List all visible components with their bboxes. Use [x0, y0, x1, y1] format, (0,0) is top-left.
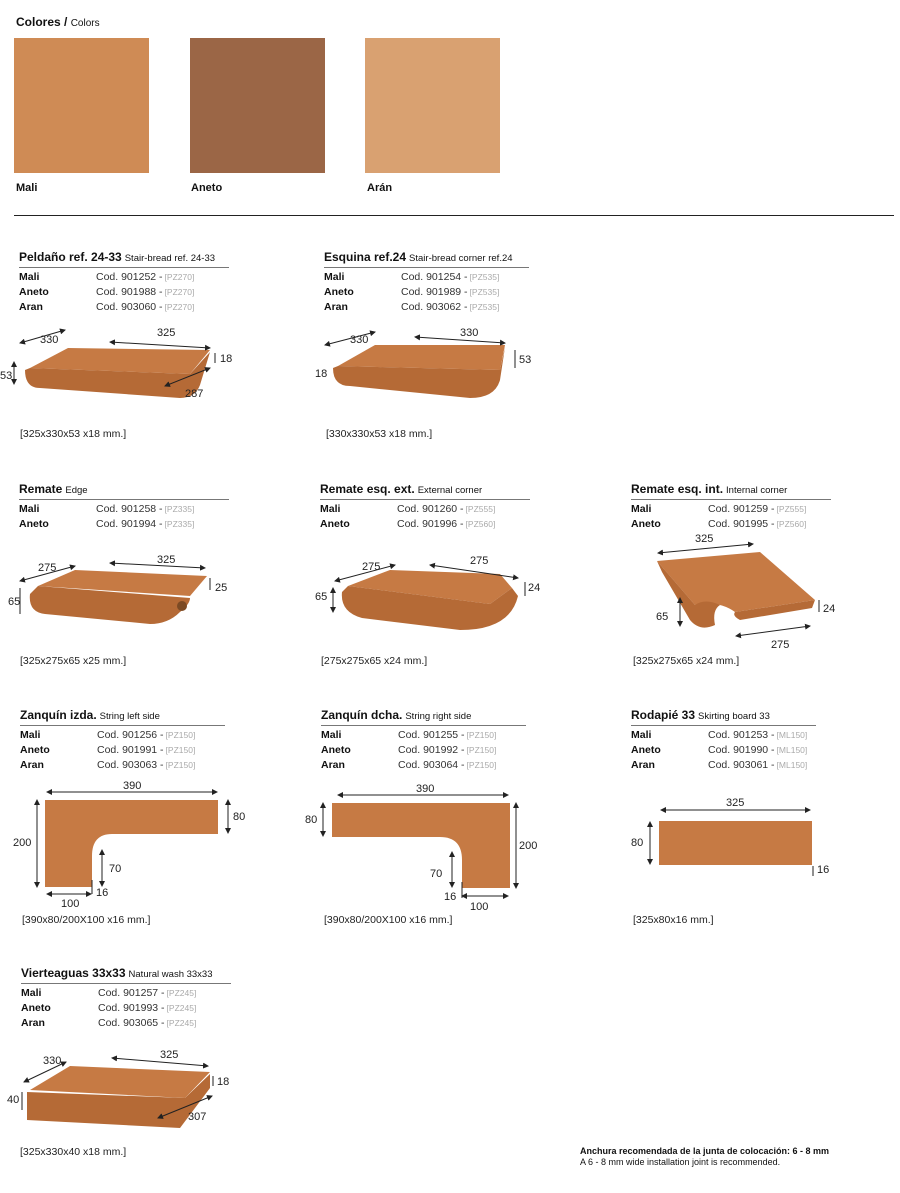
price-code: [PZ560] [776, 519, 807, 529]
drawing-zanquin-izda [13, 780, 245, 910]
color-name: Aran [321, 759, 345, 771]
color-name: Aneto [19, 518, 49, 530]
size-caption-esquina: [330x330x53 x18 mm.] [326, 428, 433, 440]
product-code-value: Cod. 901253 - [708, 729, 775, 741]
dim-peldano-330: 330 [40, 334, 59, 346]
color-name: Mali [19, 271, 40, 283]
price-code: [PZ535] [469, 302, 500, 312]
color-name: Mali [20, 729, 41, 741]
product-code-value: Cod. 901992 - [398, 744, 465, 756]
size-caption-zanquin-izda: [390x80/200X100 x16 mm.] [22, 914, 151, 926]
dim-esquina-18: 18 [315, 368, 328, 380]
price-code: [PZ555] [465, 504, 496, 514]
dim-dcha-200: 200 [519, 840, 538, 852]
dim-ext-275a: 275 [362, 561, 381, 573]
joint-note-es: Anchura recomendada de la junta de colocación: 6 - 8 mm [580, 1146, 830, 1156]
dim-esquina-53: 53 [519, 354, 532, 366]
dim-ext-65: 65 [315, 591, 328, 603]
color-name: Mali [21, 987, 42, 999]
dim-peldano-287: 287 [185, 388, 204, 400]
dim-peldano-53: 53 [0, 370, 13, 382]
price-code: [PZ150] [466, 745, 497, 755]
price-code: [PZ270] [164, 272, 195, 282]
size-caption-remate: [325x275x65 x25 mm.] [20, 655, 127, 667]
dim-int-275: 275 [771, 639, 790, 651]
drawing-remate [8, 554, 227, 624]
colors-heading-es: Colores / [16, 15, 68, 29]
price-code: [PZ245] [166, 988, 197, 998]
product-title-en: String left side [99, 711, 160, 722]
product-code-value: Cod. 901993 - [98, 1002, 165, 1014]
product-code-value: Cod. 901257 - [98, 987, 165, 999]
price-code: [PZ150] [466, 730, 497, 740]
price-code: [PZ150] [165, 760, 196, 770]
product-title-es: Remate esq. int. [631, 482, 724, 496]
color-name: Aneto [631, 518, 661, 530]
color-name: Mali [321, 729, 342, 741]
color-name: Aneto [21, 1002, 51, 1014]
color-name: Aran [631, 759, 655, 771]
product-title-es: Remate esq. ext. [320, 482, 415, 496]
dim-dcha-390: 390 [416, 783, 435, 795]
dim-vierte-40: 40 [7, 1094, 20, 1106]
dim-remate-325: 325 [157, 554, 176, 566]
product-title-es: Peldaño ref. 24-33 [19, 250, 122, 264]
dim-ext-24: 24 [528, 582, 541, 594]
color-name: Aneto [631, 744, 661, 756]
dim-int-65: 65 [656, 611, 669, 623]
product-code-value: Cod. 901995 - [708, 518, 775, 530]
color-name: Aran [324, 301, 348, 313]
size-caption-remate-esq-int: [325x275x65 x24 mm.] [633, 655, 740, 667]
dim-izda-390: 390 [123, 780, 142, 792]
color-name: Mali [320, 503, 341, 515]
swatch-label-aran: Arán [367, 182, 393, 194]
drawing-zanquin-dcha [305, 783, 537, 913]
dim-ext-275b: 275 [470, 555, 489, 567]
dim-dcha-80: 80 [305, 814, 318, 826]
dim-izda-200: 200 [13, 837, 32, 849]
product-title-en: Internal corner [726, 485, 788, 496]
color-name: Aran [21, 1017, 45, 1029]
price-code: [PZ335] [164, 519, 195, 529]
price-code: [ML150] [776, 760, 808, 770]
dim-izda-80: 80 [233, 811, 246, 823]
color-name: Aneto [20, 744, 50, 756]
product-code-value: Cod. 901252 - [96, 271, 163, 283]
color-name: Aneto [324, 286, 354, 298]
dim-dcha-70: 70 [430, 868, 443, 880]
product-code-value: Cod. 901260 - [397, 503, 464, 515]
color-name: Mali [324, 271, 345, 283]
color-name: Aneto [321, 744, 351, 756]
size-caption-remate-esq-ext: [275x275x65 x24 mm.] [321, 655, 428, 667]
price-code: [PZ560] [465, 519, 496, 529]
product-title-en: Skirting board 33 [698, 711, 770, 722]
price-code: [ML150] [776, 745, 808, 755]
size-caption-peldano: [325x330x53 x18 mm.] [20, 428, 127, 440]
price-code: [PZ535] [469, 272, 500, 282]
size-caption-zanquin-dcha: [390x80/200X100 x16 mm.] [324, 914, 453, 926]
dim-peldano-325: 325 [157, 327, 176, 339]
drawing-vierteaguas [7, 1049, 229, 1128]
product-title-en: Stair-bread ref. 24-33 [124, 253, 216, 264]
colors-heading-en: Colors [70, 18, 100, 29]
product-code-value: Cod. 901988 - [96, 286, 163, 298]
color-name: Aran [19, 301, 43, 313]
product-code-value: Cod. 901989 - [401, 286, 468, 298]
product-code-value: Cod. 901258 - [96, 503, 163, 515]
product-code-value: Cod. 903065 - [98, 1017, 165, 1029]
drawing-remate-esq-int [656, 533, 835, 651]
product-title-es: Remate [19, 482, 63, 496]
product-code-value: Cod. 901259 - [708, 503, 775, 515]
drawing-peldano [0, 327, 232, 400]
dim-rodapie-16: 16 [817, 864, 830, 876]
drawing-rodapie [631, 797, 829, 876]
dim-int-24: 24 [823, 603, 836, 615]
price-code: [PZ335] [164, 504, 195, 514]
dim-dcha-100: 100 [470, 901, 489, 913]
dim-esquina-330a: 330 [350, 334, 369, 346]
drawing-remate-esq-ext [315, 555, 540, 630]
product-code-value: Cod. 903062 - [401, 301, 468, 313]
product-title-en: Edge [65, 485, 88, 496]
dim-vierte-325: 325 [160, 1049, 179, 1061]
price-code: [PZ270] [164, 302, 195, 312]
dim-vierte-330: 330 [43, 1055, 62, 1067]
product-title-es: Esquina ref.24 [324, 250, 407, 264]
price-code: [PZ270] [164, 287, 195, 297]
product-code-value: Cod. 901255 - [398, 729, 465, 741]
dim-vierte-18: 18 [217, 1076, 230, 1088]
product-code-value: Cod. 901996 - [397, 518, 464, 530]
size-caption-vierteaguas: [325x330x40 x18 mm.] [20, 1146, 127, 1158]
swatch-label-aneto: Aneto [191, 182, 223, 194]
product-code-value: Cod. 903061 - [708, 759, 775, 771]
dim-remate-275: 275 [38, 562, 57, 574]
price-code: [PZ150] [165, 730, 196, 740]
product-title-es: Vierteaguas 33x33 [21, 966, 126, 980]
product-code-value: Cod. 903063 - [97, 759, 164, 771]
product-code-value: Cod. 901990 - [708, 744, 775, 756]
price-code: [PZ150] [466, 760, 497, 770]
color-name: Aran [20, 759, 44, 771]
dim-remate-25: 25 [215, 582, 228, 594]
color-name: Aneto [19, 286, 49, 298]
product-title-es: Rodapié 33 [631, 708, 696, 722]
dim-rodapie-80: 80 [631, 837, 644, 849]
price-code: [PZ245] [166, 1018, 197, 1028]
color-name: Mali [631, 729, 652, 741]
product-title-en: Stair-bread corner ref.24 [409, 253, 513, 264]
product-code-value: Cod. 901256 - [97, 729, 164, 741]
swatch-label-mali: Mali [16, 182, 38, 194]
product-code-value: Cod. 903060 - [96, 301, 163, 313]
dim-remate-65: 65 [8, 596, 21, 608]
product-title-en: String right side [405, 711, 472, 722]
price-code: [PZ245] [166, 1003, 197, 1013]
product-code-value: Cod. 901991 - [97, 744, 164, 756]
product-title-en: External corner [417, 485, 483, 496]
size-caption-rodapie: [325x80x16 mm.] [633, 914, 714, 926]
price-code: [PZ150] [165, 745, 196, 755]
price-code: [PZ535] [469, 287, 500, 297]
dim-rodapie-325: 325 [726, 797, 745, 809]
price-code: [ML150] [776, 730, 808, 740]
product-code-value: Cod. 901994 - [96, 518, 163, 530]
dim-izda-70: 70 [109, 863, 122, 875]
dim-dcha-16: 16 [444, 891, 457, 903]
dim-int-325: 325 [695, 533, 714, 545]
dim-peldano-18: 18 [220, 353, 233, 365]
product-code-value: Cod. 903064 - [398, 759, 465, 771]
joint-note-en: A 6 - 8 mm wide installation joint is recommended. [580, 1157, 781, 1167]
dim-izda-16: 16 [96, 887, 109, 899]
dim-esquina-330b: 330 [460, 327, 479, 339]
product-title-en: Natural wash 33x33 [128, 969, 213, 980]
drawing-esquina [315, 327, 531, 398]
product-title-es: Zanquín izda. [20, 708, 97, 722]
color-name: Mali [19, 503, 40, 515]
product-code-value: Cod. 901254 - [401, 271, 468, 283]
dim-izda-100: 100 [61, 898, 80, 910]
color-name: Aneto [320, 518, 350, 530]
color-name: Mali [631, 503, 652, 515]
product-title-es: Zanquín dcha. [321, 708, 403, 722]
price-code: [PZ555] [776, 504, 807, 514]
dim-vierte-307: 307 [188, 1111, 207, 1123]
